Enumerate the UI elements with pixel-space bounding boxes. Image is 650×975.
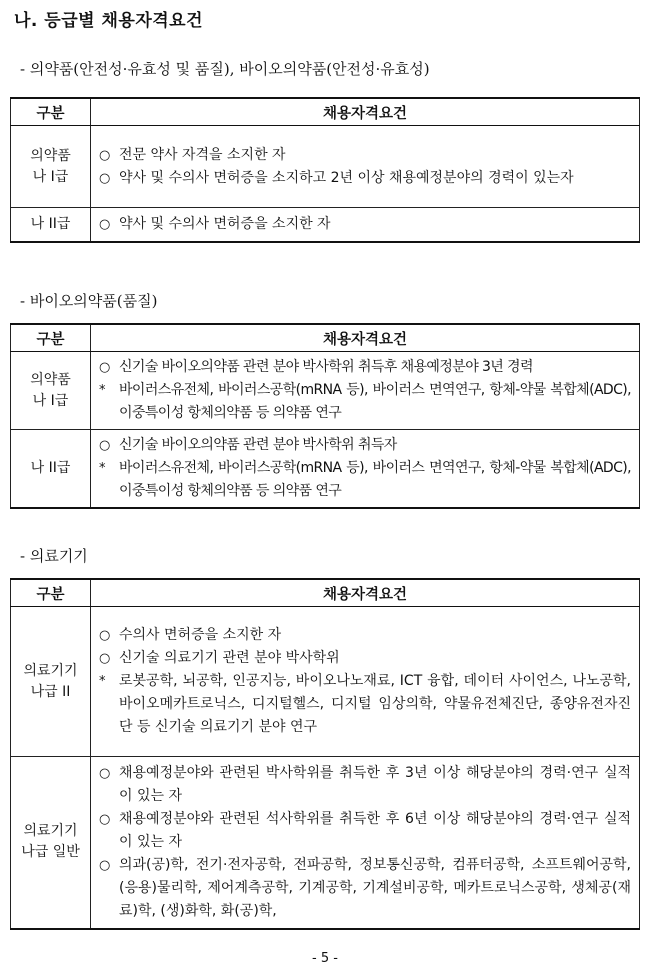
- category-line: 나급 II: [30, 683, 71, 700]
- list-item: [99, 808, 631, 854]
- item-text: 바이러스유전체, 바이러스공학(mRNA 등), 바이러스 면역연구, 항체-약물 복합체(ADC), 이중특이성 항체의약품 등 의약품 연구: [119, 459, 631, 499]
- section-2-title: - 바이오의약품(품질): [20, 292, 158, 310]
- item-text: 약사 및 수의사 면허증을 소지하고 2년 이상 채용예정분야의 경력이 있는자: [119, 169, 574, 186]
- list-item: [99, 647, 631, 670]
- row-requirements: [91, 352, 640, 430]
- bullet-marker: ○: [99, 651, 111, 666]
- list-item: [99, 167, 631, 190]
- table-header-row: [11, 579, 640, 607]
- row-category: [11, 208, 91, 242]
- item-text: 채용예정분야와 관련된 박사학위를 취득한 후 3년 이상 해당분야의 경력·연구 실적이 있는 자: [119, 764, 631, 804]
- row-requirements: [91, 757, 640, 929]
- table-row: [11, 352, 640, 430]
- header-category: 구분: [11, 579, 91, 607]
- category-line: 의료기기: [23, 662, 78, 679]
- category-line: 나 I급: [32, 392, 69, 409]
- table-row: [11, 757, 640, 929]
- list-item: [99, 213, 631, 236]
- list-item: [99, 434, 631, 457]
- bullet-marker: *: [99, 460, 105, 476]
- item-text: 채용예정분야와 관련된 석사학위를 취득한 후 6년 이상 해당분야의 경력·연구 실적이 있는 자: [119, 810, 631, 850]
- category-line: 나 I급: [32, 168, 69, 185]
- bullet-marker: ○: [99, 765, 111, 781]
- item-text: 신기술 바이오의약품 관련 분야 박사학위 취득자: [119, 436, 397, 453]
- header-requirements: 채용자격요건: [91, 324, 640, 352]
- page-number: - 5 -: [312, 951, 338, 966]
- category-line: 의약품: [30, 371, 71, 388]
- row-category: [11, 126, 91, 208]
- list-item: [99, 457, 631, 503]
- item-text: 약사 및 수의사 면허증을 소지한 자: [119, 215, 331, 232]
- header-requirements: 채용자격요건: [91, 98, 640, 126]
- row-category: [11, 757, 91, 929]
- category-line: 의약품: [30, 147, 71, 164]
- table-header-row: [11, 324, 640, 352]
- row-category: [11, 607, 91, 757]
- item-text: 의과(공)학, 전기·전자공학, 전파공학, 정보통신공학, 컴퓨터공학, 소프트웨어공학, (응용)물리학, 제어계측공학, 기계공학, 기계설비공학, 메카트로닉스공학, 생체공(재료)학, (생)화학, 화(공)학,: [119, 856, 631, 919]
- item-text: 로봇공학, 뇌공학, 인공지능, 바이오나노재료, ICT 융합, 데이터 사이언스, 나노공학, 바이오메카트로닉스, 디지털헬스, 디지털 임상의학, 약물유전체진단, 종양유전자진단 등 신기술 의료기기 분야 연구: [119, 673, 631, 735]
- table-3: [10, 578, 640, 930]
- category-line: 나 II급: [30, 459, 71, 476]
- header-category: 구분: [11, 98, 91, 126]
- bullet-marker: *: [99, 674, 106, 689]
- header-category: 구분: [11, 324, 91, 352]
- list-item: [99, 356, 631, 379]
- header-requirements: 채용자격요건: [91, 579, 640, 607]
- list-item: [99, 854, 631, 923]
- bullet-marker: ○: [99, 170, 111, 186]
- item-text: 신기술 의료기기 관련 분야 박사학위: [119, 650, 340, 666]
- section-heading: 나. 등급별 채용자격요건: [14, 11, 204, 31]
- table-header-row: [11, 98, 640, 126]
- table-row: [11, 430, 640, 508]
- bullet-marker: ○: [99, 628, 111, 643]
- section-1-title: - 의약품(안전성·유효성 및 품질), 바이오의약품(안전성·유효성): [20, 60, 430, 78]
- list-item: [99, 624, 631, 647]
- bullet-marker: ○: [99, 147, 111, 163]
- row-requirements: [91, 208, 640, 242]
- list-item: [99, 144, 631, 167]
- item-text: 신기술 바이오의약품 관련 분야 박사학위 취득후 채용예정분야 3년 경력: [119, 359, 533, 375]
- table-1: [10, 97, 640, 243]
- item-text: 바이러스유전체, 바이러스공학(mRNA 등), 바이러스 면역연구, 항체-약물 복합체(ADC), 이중특이성 항체의약품 등 의약품 연구: [119, 382, 631, 421]
- category-line: 의료기기: [23, 823, 78, 840]
- section-3-title: - 의료기기: [20, 547, 88, 565]
- bullet-marker: ○: [99, 811, 111, 827]
- item-text: 수의사 면허증을 소지한 자: [119, 627, 282, 643]
- table-2: [10, 323, 640, 509]
- row-category: [11, 352, 91, 430]
- bullet-marker: ○: [99, 216, 111, 232]
- row-requirements: [91, 607, 640, 757]
- bullet-marker: ○: [99, 437, 110, 453]
- list-item: [99, 379, 631, 425]
- row-requirements: [91, 430, 640, 508]
- category-line: 나 II급: [30, 215, 71, 232]
- bullet-marker: ○: [99, 857, 111, 873]
- row-category: [11, 430, 91, 508]
- list-item: [99, 762, 631, 808]
- item-text: 전문 약사 자격을 소지한 자: [119, 146, 286, 163]
- list-item: [99, 670, 631, 739]
- bullet-marker: *: [99, 383, 105, 398]
- row-requirements: [91, 126, 640, 208]
- table-row: [11, 208, 640, 242]
- category-line: 나급 일반: [21, 844, 80, 861]
- bullet-marker: ○: [99, 360, 110, 375]
- table-row: [11, 126, 640, 208]
- table-row: [11, 607, 640, 757]
